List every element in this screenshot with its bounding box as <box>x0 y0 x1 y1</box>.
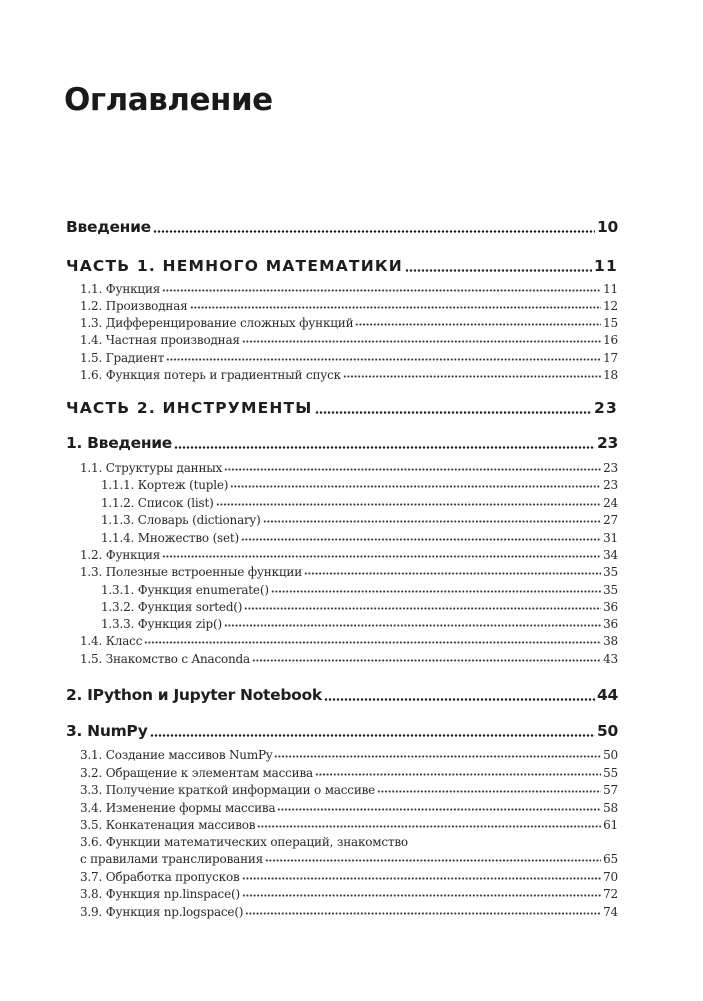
toc-entry[interactable] <box>80 461 618 475</box>
dot-leader <box>274 755 601 758</box>
page-number: 11 <box>594 257 618 275</box>
toc-entry-label: 1.1.2. Список (list) <box>101 496 214 510</box>
dot-leader <box>242 894 601 897</box>
page-number: 23 <box>603 461 618 475</box>
toc-entry[interactable] <box>101 478 618 492</box>
page-number: 44 <box>597 686 618 704</box>
dot-leader <box>162 555 601 558</box>
dot-leader <box>277 808 601 811</box>
toc-entry[interactable] <box>101 531 618 545</box>
page-number: 35 <box>603 583 618 597</box>
page-number: 23 <box>603 478 618 492</box>
page-number: 74 <box>603 905 618 919</box>
page-number: 34 <box>603 548 618 562</box>
dot-leader <box>242 877 602 880</box>
dot-leader <box>244 607 601 610</box>
page-number: 31 <box>603 531 618 545</box>
page-number: 70 <box>603 870 618 884</box>
toc-entry[interactable] <box>66 257 618 275</box>
page-number: 36 <box>603 600 618 614</box>
dot-leader <box>405 269 592 272</box>
dot-leader <box>162 289 601 292</box>
toc-entry[interactable] <box>80 870 618 884</box>
dot-leader <box>315 411 592 414</box>
toc-entry-label: 3.5. Конкатенация массивов <box>80 818 256 832</box>
toc-entry[interactable] <box>80 748 618 762</box>
toc-entry-label: ЧАСТЬ 2. ИНСТРУМЕНТЫ <box>66 399 313 417</box>
dot-leader <box>230 485 601 488</box>
dot-leader <box>377 790 601 793</box>
toc-entry-label: с правилами транслирования <box>80 852 264 866</box>
page-number: 18 <box>603 368 618 382</box>
toc-entry[interactable] <box>66 722 618 740</box>
dot-leader <box>174 446 595 449</box>
page-number: 57 <box>603 783 618 797</box>
page-number: 15 <box>603 316 618 330</box>
dot-leader <box>242 340 601 343</box>
toc-entry-label: 3.4. Изменение формы массива <box>80 801 276 815</box>
toc-entry-label: 1.1.4. Множество (set) <box>101 531 240 545</box>
page-number: 58 <box>603 801 618 815</box>
toc-entry[interactable] <box>80 783 618 797</box>
toc-entry[interactable] <box>80 852 618 866</box>
page-number: 16 <box>603 333 618 347</box>
dot-leader <box>216 503 602 506</box>
page-number: 10 <box>597 218 618 236</box>
toc-entry[interactable] <box>80 333 618 347</box>
page-number: 27 <box>603 513 618 527</box>
dot-leader <box>324 698 595 701</box>
dot-leader <box>315 773 601 776</box>
page-number: 36 <box>603 617 618 631</box>
toc-entry-label: 1.3.2. Функция sorted() <box>101 600 243 614</box>
toc-entry-label: 1.4. Класс <box>80 634 143 648</box>
toc-entry[interactable] <box>80 766 618 780</box>
toc-entry-label: 1.6. Функция потерь и градиентный спуск <box>80 368 341 382</box>
toc-entry[interactable] <box>80 351 618 365</box>
toc-entry[interactable] <box>80 368 618 382</box>
toc-entry[interactable] <box>101 496 618 510</box>
page-number: 43 <box>603 652 618 666</box>
page-number: 12 <box>603 299 618 313</box>
toc-entry-label: 1.1.1. Кортеж (tuple) <box>101 478 229 492</box>
toc-entry[interactable] <box>66 218 618 236</box>
dot-leader <box>166 358 601 361</box>
dot-leader <box>190 306 602 309</box>
page-number: 50 <box>603 748 618 762</box>
toc-entry[interactable] <box>80 282 618 296</box>
toc-entry-label: 1. Введение <box>66 434 173 452</box>
toc-entry-label: 1.5. Знакомство с Anaconda <box>80 652 250 666</box>
dot-leader <box>224 468 601 471</box>
toc-entry[interactable] <box>80 818 618 832</box>
toc-entry[interactable] <box>101 617 618 631</box>
dot-leader <box>304 572 601 575</box>
toc-entry-label: 3.1. Создание массивов NumPy <box>80 748 273 762</box>
toc-entry-label: 3.6. Функции математических операций, знакомство <box>80 835 408 849</box>
toc-entry[interactable] <box>66 399 618 417</box>
toc-entry-label: 3.7. Обработка пропусков <box>80 870 240 884</box>
toc-entry[interactable] <box>101 513 618 527</box>
toc-entry[interactable] <box>101 600 618 614</box>
toc-entry-label: 1.1. Функция <box>80 282 161 296</box>
dot-leader <box>355 323 601 326</box>
toc-entry-label: 1.3.1. Функция enumerate() <box>101 583 269 597</box>
dot-leader <box>343 375 601 378</box>
toc-entry[interactable] <box>66 686 618 704</box>
page-number: 55 <box>603 766 618 780</box>
toc-entry[interactable] <box>66 434 618 452</box>
page-number: 72 <box>603 887 618 901</box>
toc-entry-label: Введение <box>66 218 151 236</box>
toc-entry[interactable] <box>80 801 618 815</box>
toc-entry[interactable] <box>80 905 618 919</box>
dot-leader <box>144 641 601 644</box>
page-number: 23 <box>594 399 618 417</box>
toc-entry[interactable] <box>80 299 618 313</box>
dot-leader <box>252 659 601 662</box>
toc-entry-label: 1.4. Частная производная <box>80 333 240 347</box>
dot-leader <box>224 624 601 627</box>
toc-entry-label: ЧАСТЬ 1. НЕМНОГО МАТЕМАТИКИ <box>66 257 403 275</box>
toc-entry[interactable] <box>80 548 618 562</box>
dot-leader <box>271 590 601 593</box>
toc-entry-label: 3. NumPy <box>66 722 148 740</box>
dot-leader <box>153 230 595 233</box>
page-number: 23 <box>597 434 618 452</box>
toc-entry-label: 1.1. Структуры данных <box>80 461 223 475</box>
page-number: 38 <box>603 634 618 648</box>
toc-entry-label: 1.1.3. Словарь (dictionary) <box>101 513 261 527</box>
toc-entry[interactable] <box>80 565 618 579</box>
dot-leader <box>257 825 601 828</box>
dot-leader <box>150 734 595 737</box>
page-number: 50 <box>597 722 618 740</box>
toc-entry[interactable] <box>80 652 618 666</box>
page-number: 61 <box>603 818 618 832</box>
toc-entry[interactable] <box>80 887 618 901</box>
dot-leader <box>265 859 601 862</box>
toc-entry[interactable] <box>80 316 618 330</box>
page-number: 17 <box>603 351 618 365</box>
dot-leader <box>263 520 602 523</box>
toc-entry-label: 1.5. Градиент <box>80 351 165 365</box>
dot-leader <box>245 912 601 915</box>
toc-entry[interactable] <box>80 634 618 648</box>
page-title: Оглавление <box>64 82 273 118</box>
page-number: 11 <box>603 282 618 296</box>
toc-entry-label: 3.3. Получение краткой информации о массиве <box>80 783 376 797</box>
toc-entry-label: 1.3. Полезные встроенные функции <box>80 565 302 579</box>
page-number: 35 <box>603 565 618 579</box>
toc-entry-label: 3.8. Функция np.linspace() <box>80 887 240 901</box>
page-number: 65 <box>603 852 618 866</box>
toc-entry-label: 1.2. Функция <box>80 548 161 562</box>
toc-entry-label: 1.3. Дифференцирование сложных функций <box>80 316 354 330</box>
toc-entry-label: 3.2. Обращение к элементам массива <box>80 766 313 780</box>
toc-entry-label: 1.2. Производная <box>80 299 188 313</box>
toc-entry-label: 2. IPython и Jupyter Notebook <box>66 686 322 704</box>
toc-entry-label: 1.3.3. Функция zip() <box>101 617 222 631</box>
toc-entry[interactable] <box>101 583 618 597</box>
page-number: 24 <box>603 496 618 510</box>
toc-entry-label: 3.9. Функция np.logspace() <box>80 905 244 919</box>
dot-leader <box>241 538 601 541</box>
